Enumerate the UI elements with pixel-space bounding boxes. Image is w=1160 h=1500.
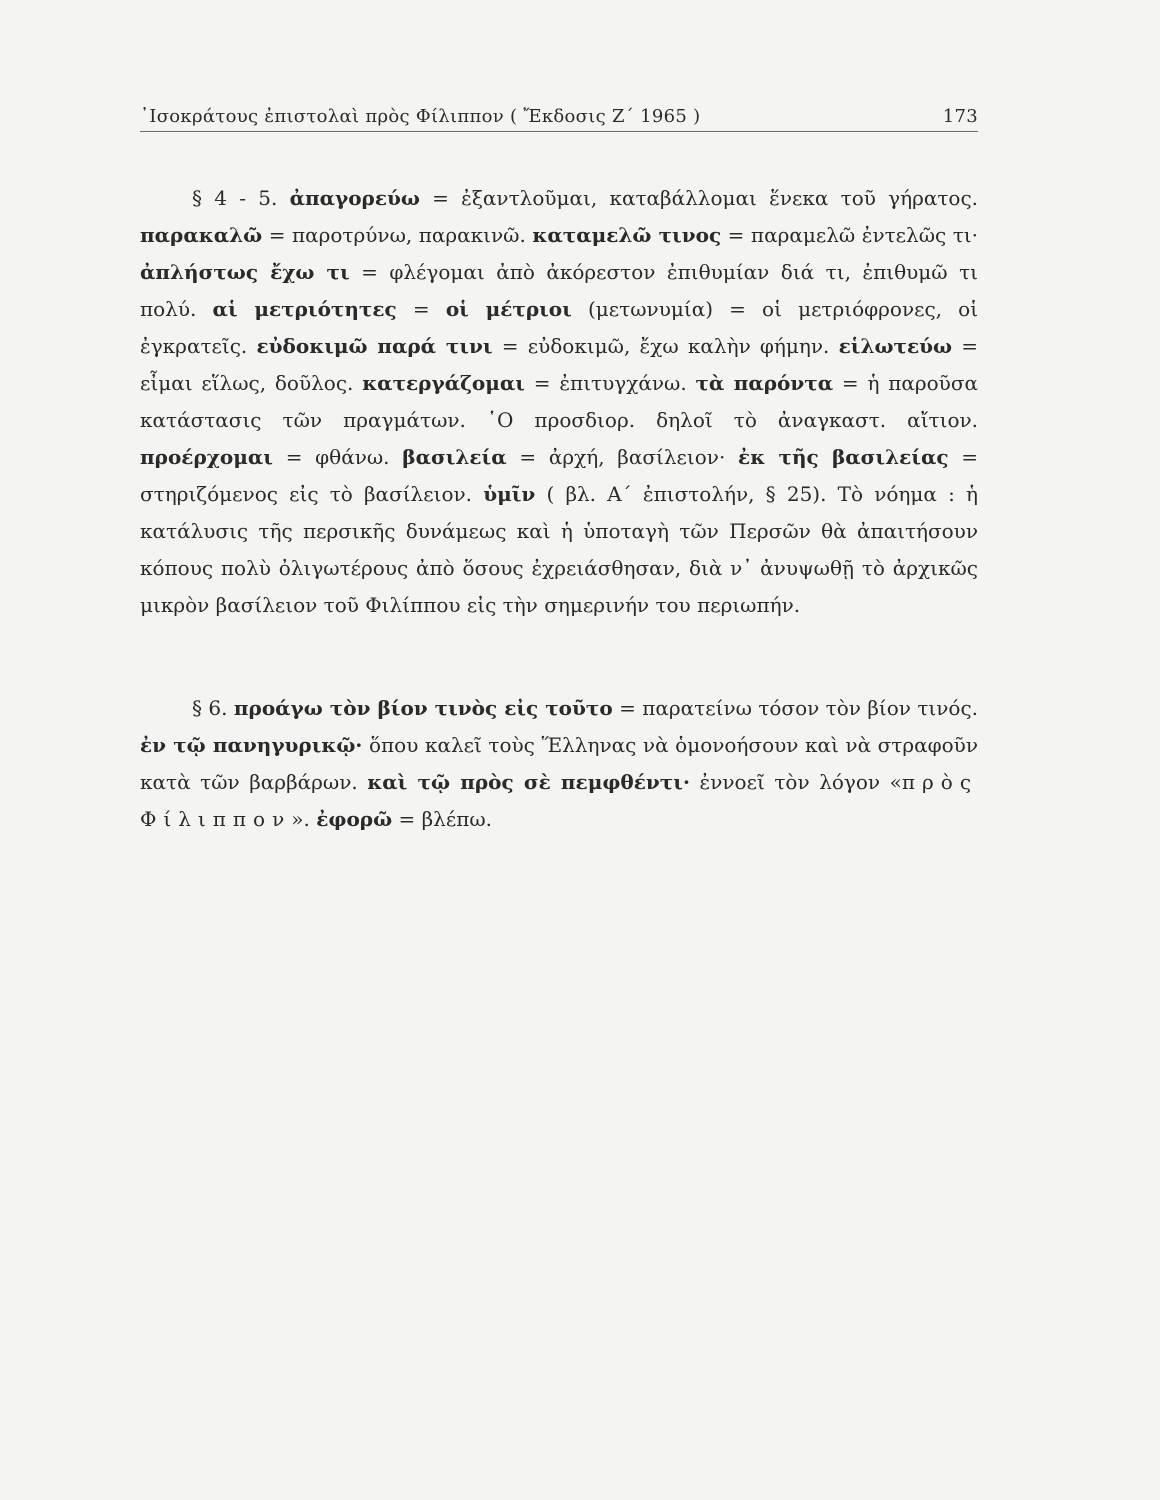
term: ἐκ τῆς βασιλείας: [738, 445, 949, 469]
paragraph-section-6: [140, 690, 978, 838]
section-marker: § 6.: [192, 696, 228, 720]
spaced-title: πρὸς Φίλιππον: [140, 770, 979, 831]
term: κατεργάζομαι: [362, 371, 525, 395]
definition: = ἐξαντλοῦμαι, καταβάλλομαι ἕνεκα τοῦ γήρατος.: [432, 186, 978, 210]
definition: = ἀρχή, βασίλειον·: [519, 445, 726, 469]
definition: ».: [291, 807, 310, 831]
definition: = φθάνω.: [285, 445, 390, 469]
page-number: 173: [942, 106, 978, 127]
definition: = φλέγομαι ἀπὸ ἀκόρεστον ἐπιθυμίαν διά τι, ἐπιθυμῶ τι πολύ.: [140, 260, 978, 321]
term: προέρχομαι: [140, 445, 273, 469]
definition: ὅπου καλεῖ τοὺς Ἕλληνας νὰ ὁμονοήσουν καὶ νὰ στραφοῦν κατὰ τῶν βαρβάρων.: [140, 733, 978, 794]
definition: = παρατείνω τόσον τὸν βίον τινός.: [619, 696, 979, 720]
term: ἀπαγορεύω: [289, 186, 420, 210]
definition: (μετωνυμία) = οἱ μετριόφρονες, οἱ ἐγκρατεῖς.: [140, 297, 979, 358]
running-header-title: ᾿Ισοκράτους ἐπιστολαὶ πρὸς Φίλιππον ( Ἔκδοσις Ζ΄ 1965 ): [140, 106, 701, 127]
term: τὰ παρόντα: [695, 371, 834, 395]
term: καὶ τῷ πρὸς σὲ πεμφθέντι·: [367, 770, 690, 794]
definition: = παροτρύνω, παρακινῶ.: [268, 223, 526, 247]
definition: = βλέπω.: [398, 807, 493, 831]
definition: ἐννοεῖ τὸν λόγον «: [699, 770, 902, 794]
term: αἱ μετριότητες: [212, 297, 397, 321]
definition: = ἐπιτυγχάνω.: [533, 371, 687, 395]
term: ἀπλήστως ἔχω τι: [140, 260, 350, 284]
term: ἐφορῶ: [316, 807, 393, 831]
term: προάγω τὸν βίον τινὸς εἰς τοῦτο: [233, 696, 613, 720]
term: ἐν τῷ πανηγυρικῷ·: [140, 733, 363, 757]
definition: ( βλ. Α΄ ἐπιστολήν, § 25). Τὸ νόημα : ἡ κατάλυσις τῆς περσικῆς δυνάμεως καὶ ἡ ὑποταγὴ τῶν Περσῶν θὰ ἀπαιτήσουν κόπους πολὺ ὀλιγωτέρους ἀπὸ ὅσους ἐχρειάσθησαν, διὰ ν᾿ ἀνυψωθῇ τὸ ἀρχικῶς μικρὸν βασίλειον τοῦ Φιλίππου εἰς τὴν σημερινήν του περιωπήν.: [140, 482, 978, 617]
definition: = ἡ παροῦσα κατάστασις τῶν πραγμάτων. ῾Ο προσδιορ. δηλοῖ τὸ ἀναγκαστ. αἴτιον.: [140, 371, 978, 432]
term: εἱλωτεύω: [838, 334, 953, 358]
term: εὐδοκιμῶ παρά τινι: [256, 334, 493, 358]
running-header: [140, 106, 978, 132]
term: βασιλεία: [402, 445, 507, 469]
definition: = εἶμαι εἵλως, δοῦλος.: [140, 334, 979, 395]
term: ὑμῖν: [483, 482, 536, 506]
term: οἱ μέτριοι: [445, 297, 572, 321]
term: καταμελῶ τινος: [532, 223, 722, 247]
section-marker: § 4 - 5.: [192, 186, 278, 210]
definition: = στηριζόμενος εἰς τὸ βασίλειον.: [140, 445, 979, 506]
paragraph-section-4-5: [140, 180, 978, 624]
term: παρακαλῶ: [140, 223, 263, 247]
definition: = εὐδοκιμῶ, ἔχω καλὴν φήμην.: [501, 334, 830, 358]
definition: = παραμελῶ ἐντελῶς τι·: [727, 223, 979, 247]
equals-sign: =: [412, 297, 430, 321]
